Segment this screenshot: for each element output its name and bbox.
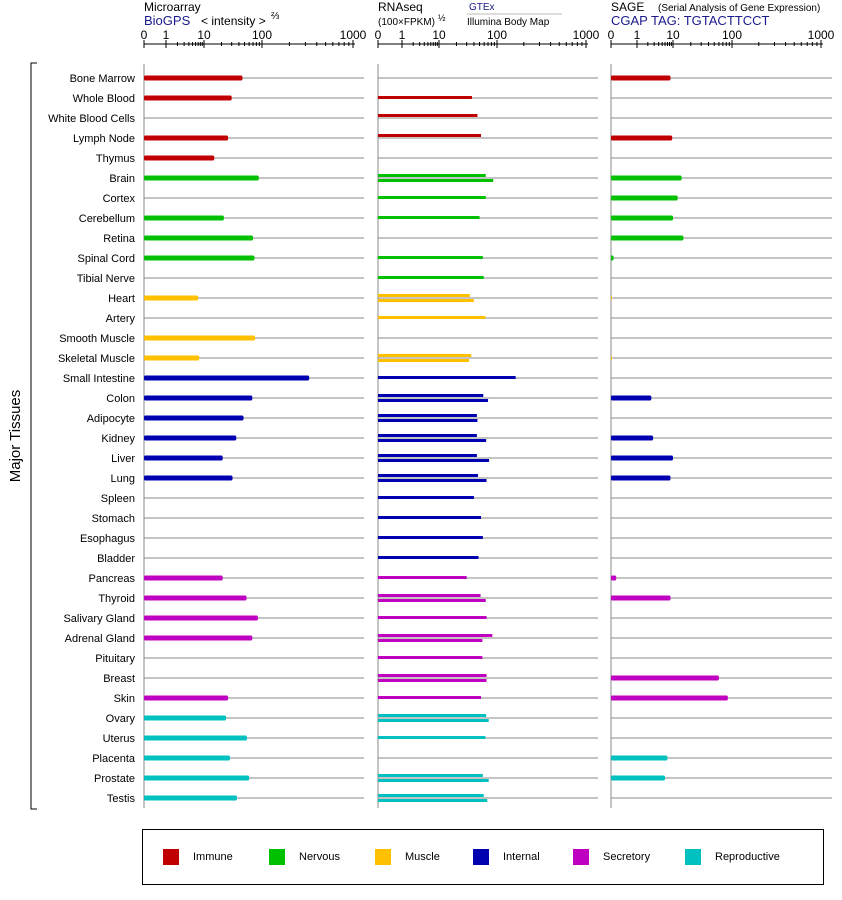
tissue-label: Liver <box>111 453 135 465</box>
panel-2-bar <box>378 656 482 659</box>
panel-3-bar <box>611 176 682 181</box>
panel-2-tick-label: 1000 <box>572 28 600 42</box>
tissue-label: Adipocyte <box>86 413 135 425</box>
panel-2-source: GTEx <box>469 2 495 13</box>
panel-3-tick-label: 100 <box>721 28 743 42</box>
panel-2-bar <box>378 496 474 499</box>
panel-1-bar <box>144 476 232 481</box>
tissue-label: Skin <box>113 693 135 705</box>
panel-1-source: BioGPS <box>144 13 191 28</box>
legend-label-secretory: Secretory <box>603 851 651 863</box>
panel-3-bar <box>611 436 653 441</box>
panel-2-bar <box>378 439 486 442</box>
panel-2-bar <box>378 799 487 802</box>
panel-2-bar <box>378 696 481 699</box>
panel-1-bar <box>144 596 246 601</box>
tissue-label: Brain <box>109 173 135 185</box>
tissue-label: Cerebellum <box>78 213 135 225</box>
panel-1-bar <box>144 136 228 141</box>
legend-swatch-immune <box>163 849 179 865</box>
tissue-label: Stomach <box>91 513 135 525</box>
legend-item-secretory <box>573 849 650 865</box>
panel-2-scale-label: (100×FPKM) <box>378 17 435 28</box>
panel-2-bar <box>378 419 477 422</box>
tissue-label: Retina <box>103 233 135 245</box>
tissue-label: Smooth Muscle <box>59 333 135 345</box>
panel-2-bar <box>378 679 487 682</box>
legend-item-muscle <box>375 849 440 865</box>
panel-2-tick-label: 10 <box>432 28 446 42</box>
tissue-label: Cortex <box>102 193 135 205</box>
panel-2-bar <box>378 674 487 677</box>
tissue-label: Testis <box>106 793 135 805</box>
panel-1-bar <box>144 616 258 621</box>
panel-1-bar <box>144 696 228 701</box>
panel-1-scale-exp: ⅔ <box>271 11 280 22</box>
tissue-label: Small Intestine <box>62 373 135 385</box>
panel-1-bar <box>144 376 309 381</box>
panel-3-bar <box>611 696 728 701</box>
tissue-label: Pancreas <box>88 573 135 585</box>
panel-1-bar <box>144 356 199 361</box>
legend-label-internal: Internal <box>503 851 540 863</box>
panel-2-bar <box>378 714 486 717</box>
panel-2-bar <box>378 256 483 259</box>
legend-item-nervous <box>269 849 340 865</box>
panel-1-bar <box>144 96 232 101</box>
panel-2-bar <box>378 719 489 722</box>
panel-1-bar <box>144 796 237 801</box>
panel-1-bar <box>144 456 223 461</box>
tissue-label: Colon <box>106 393 135 405</box>
panel-2-bar <box>378 354 471 357</box>
panel-2-bar <box>378 434 477 437</box>
tissue-label: White Blood Cells <box>48 113 135 125</box>
panel-2-bar <box>378 276 484 279</box>
panel-3-bar <box>611 756 667 761</box>
panel-1-scale-label: < intensity > <box>201 14 266 28</box>
panel-2-bar <box>378 794 484 797</box>
legend-swatch-secretory <box>573 849 589 865</box>
tissue-label: Esophagus <box>79 533 135 545</box>
y-axis-bracket <box>31 63 37 809</box>
panel-3-tick-label: 0 <box>607 28 615 42</box>
panel-1-bar <box>144 76 242 81</box>
tissue-label: Spleen <box>100 493 135 505</box>
panel-2-bar <box>378 474 478 477</box>
panel-3-bar <box>611 576 616 581</box>
tissue-label: Whole Blood <box>72 93 135 105</box>
panel-2-bar <box>378 454 477 457</box>
panel-3-bar <box>611 676 719 681</box>
panel-1-bar <box>144 736 247 741</box>
panel-3-subtitle: (Serial Analysis of Gene Expression) <box>658 3 821 14</box>
panel-2-bar <box>378 216 480 219</box>
legend-swatch-internal <box>473 849 489 865</box>
panel-3-bar <box>611 356 612 361</box>
tissue-label: Bone Marrow <box>69 73 135 85</box>
tissue-label: Lung <box>110 473 135 485</box>
legend-label-muscle: Muscle <box>405 851 440 863</box>
panel-1-bar <box>144 216 224 221</box>
panel-1-bar <box>144 176 259 181</box>
panel-1-bar <box>144 436 236 441</box>
panel-2-bar <box>378 594 481 597</box>
panel-2-tick-label: 100 <box>486 28 508 42</box>
panel-1-bar <box>144 776 249 781</box>
tissue-label: Heart <box>108 293 135 305</box>
tissue-label: Ovary <box>105 713 135 725</box>
panel-1-tick-label: 0 <box>140 28 148 42</box>
panel-3-bar <box>611 236 683 241</box>
legend-swatch-reproductive <box>685 849 701 865</box>
panel-3-title: SAGE <box>611 0 645 14</box>
panel-2-bar <box>378 196 486 199</box>
panel-2-bar <box>378 134 481 137</box>
tissue-label: Prostate <box>94 773 135 785</box>
tissue-label: Spinal Cord <box>77 253 135 265</box>
panel-1-bar <box>144 336 255 341</box>
panel-2-bar <box>378 299 474 302</box>
panel-3-bar <box>611 136 672 141</box>
panel-3-tick-label: 1000 <box>807 28 835 42</box>
panel-1-bar <box>144 416 244 421</box>
tissue-label: Bladder <box>97 553 135 565</box>
panel-1-bar <box>144 236 253 241</box>
panel-3-bar <box>611 596 670 601</box>
panel-3-tick-label: 10 <box>666 28 680 42</box>
panel-3-bar <box>611 456 673 461</box>
panel-2-bar <box>378 414 477 417</box>
panel-2-scale-exp: ½ <box>438 13 446 23</box>
panel-2-bar <box>378 536 483 539</box>
legend-item-reproductive <box>685 849 780 865</box>
tissue-label: Salivary Gland <box>63 613 135 625</box>
legend-label-immune: Immune <box>193 851 233 863</box>
panel-2-bar <box>378 294 470 297</box>
panel-2-source2: Illumina Body Map <box>467 17 550 28</box>
panel-1-title: Microarray <box>144 0 201 14</box>
panel-2-bar <box>378 179 493 182</box>
panel-2-bar <box>378 114 477 117</box>
tissue-label: Thyroid <box>98 593 135 605</box>
legend-swatch-muscle <box>375 849 391 865</box>
panel-2-tick-label: 1 <box>398 28 406 42</box>
panel-3-bar <box>611 776 665 781</box>
panel-2-bar <box>378 516 481 519</box>
panel-3-bar <box>611 476 670 481</box>
legend <box>142 829 824 885</box>
legend-swatch-nervous <box>269 849 285 865</box>
panel-2-bar <box>378 634 492 637</box>
panel-2-bar <box>378 376 516 379</box>
panel-2-bar <box>378 399 488 402</box>
panel-2-bar <box>378 639 482 642</box>
panel-1-tick-label: 100 <box>251 28 273 42</box>
panel-1-bar <box>144 256 254 261</box>
panel-1-bar <box>144 636 252 641</box>
tissue-label: Adrenal Gland <box>64 633 135 645</box>
panel-2-bar <box>378 779 489 782</box>
legend-item-internal <box>473 849 540 865</box>
y-axis-label: Major Tissues <box>7 389 24 483</box>
panel-1-bar <box>144 396 252 401</box>
panel-2-title: RNAseq <box>378 0 423 14</box>
panel-3-tick-label: 1 <box>633 28 641 42</box>
panel-2-bar <box>378 556 479 559</box>
panel-1-bar <box>144 576 223 581</box>
panel-2-bar <box>378 316 485 319</box>
panel-3-bar <box>611 256 614 261</box>
panel-2-bar <box>378 479 487 482</box>
panel-1-tick-label: 1 <box>162 28 170 42</box>
panel-2-bar <box>378 459 489 462</box>
tissue-label: Tibial Nerve <box>76 273 135 285</box>
panel-2-bar <box>378 774 483 777</box>
panel-1-bar <box>144 716 226 721</box>
panel-1-bar <box>144 296 198 301</box>
panel-1-bar <box>144 756 230 761</box>
panel-2-bar <box>378 576 467 579</box>
panel-3-bar <box>611 196 678 201</box>
panel-2-tick-label: 0 <box>374 28 382 42</box>
tissue-label: Placenta <box>92 753 135 765</box>
tissue-label: Kidney <box>101 433 135 445</box>
panel-1-tick-label: 10 <box>197 28 211 42</box>
panel-3-bar <box>611 296 612 301</box>
panel-2-bar <box>378 736 485 739</box>
tissue-label: Thymus <box>95 153 135 165</box>
panel-3-bar <box>611 76 670 81</box>
legend-label-nervous: Nervous <box>299 851 340 863</box>
legend-item-immune <box>163 849 233 865</box>
tissue-label: Artery <box>105 313 135 325</box>
tissue-label: Lymph Node <box>73 133 135 145</box>
panel-1-tick-label: 1000 <box>339 28 367 42</box>
panel-1-bar <box>144 156 214 161</box>
panel-3-source: CGAP TAG: TGTACTTCCT <box>611 13 770 28</box>
panel-2-bar <box>378 96 472 99</box>
panel-2-bar <box>378 599 486 602</box>
tissue-label: Skeletal Muscle <box>57 353 135 365</box>
tissue-label: Pituitary <box>95 653 135 665</box>
legend-label-reproductive: Reproductive <box>715 851 780 863</box>
panel-2-bar <box>378 394 483 397</box>
panel-3-bar <box>611 396 651 401</box>
panel-2-bar <box>378 174 486 177</box>
panel-3-bar <box>611 216 673 221</box>
tissue-label: Breast <box>103 673 135 685</box>
panel-2-bar <box>378 616 487 619</box>
panel-2-bar <box>378 359 469 362</box>
tissue-label: Uterus <box>102 733 135 745</box>
